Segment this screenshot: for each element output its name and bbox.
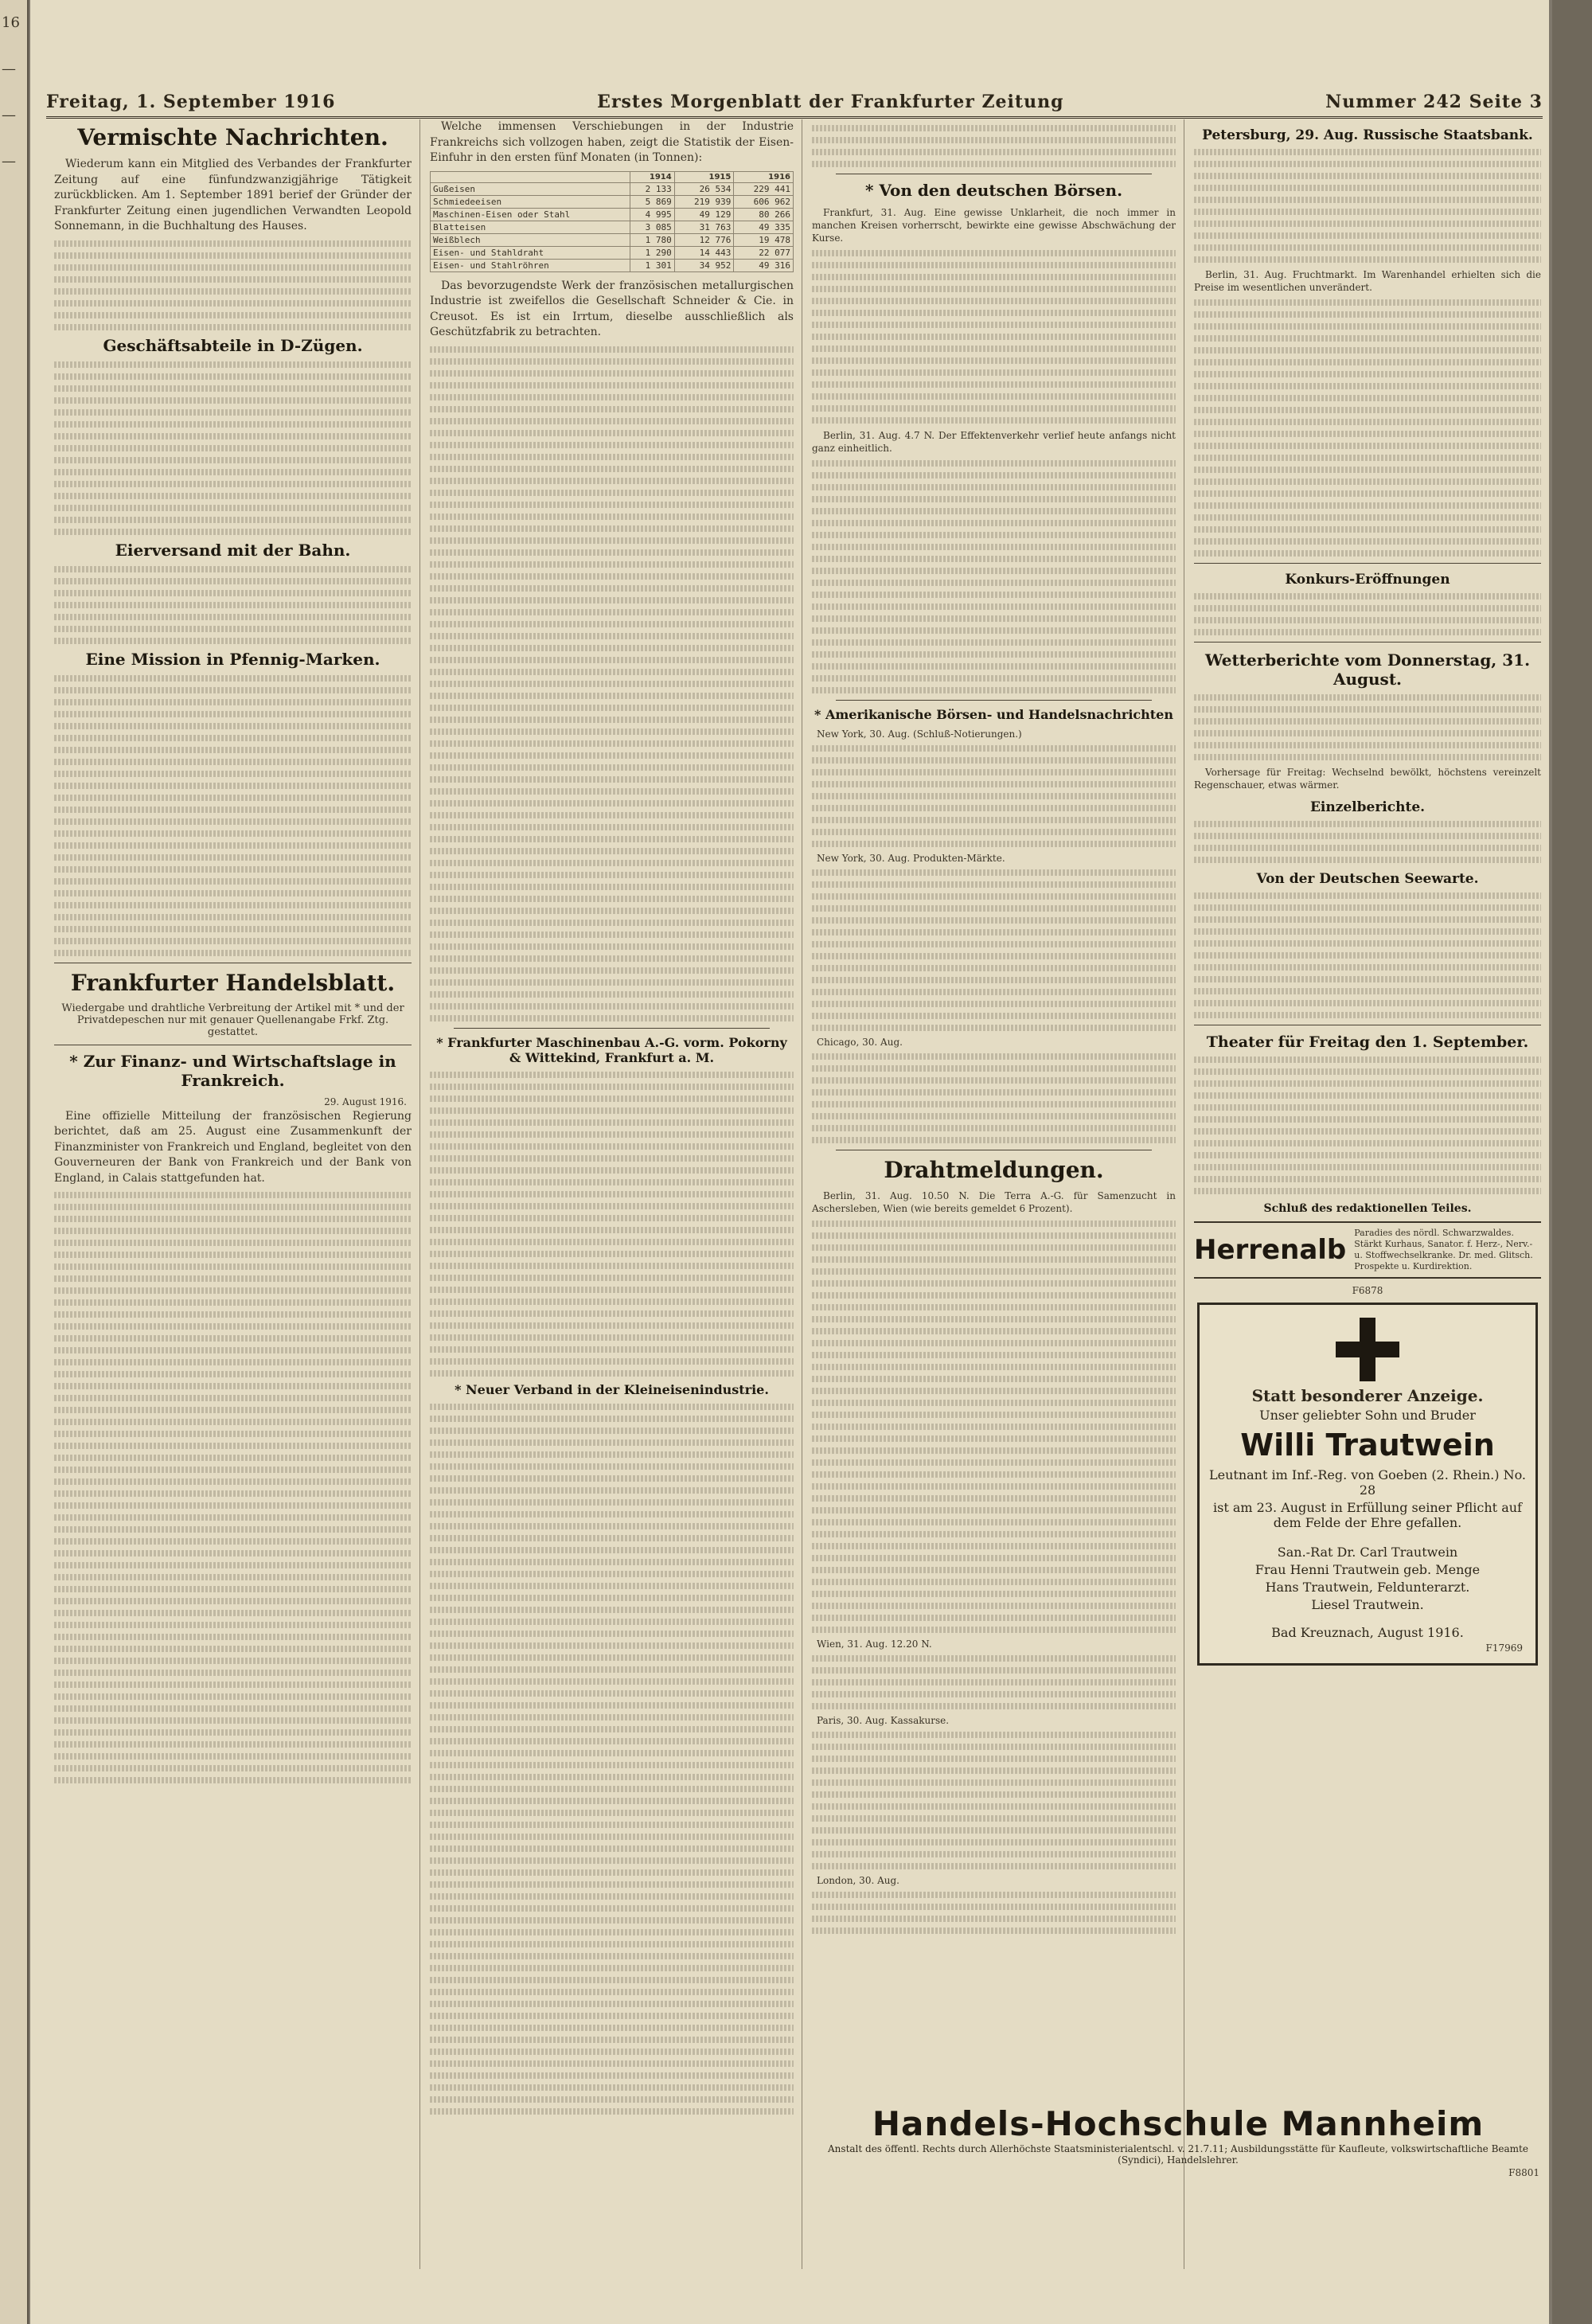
table-cell: 49 316 (734, 259, 794, 271)
schluss-label: Schluß des redaktionellen Teiles. (1263, 1202, 1472, 1215)
berlin-boerse-text: Berlin, 31. Aug. 4.7 N. Der Effektenverkehr verlief heute anfangs nicht ganz einheitlich. (812, 430, 1176, 454)
text-filler (54, 361, 412, 535)
konkurs-heading: Konkurs-Eröffnungen (1285, 572, 1450, 588)
table-header-cell: 1914 (630, 171, 674, 182)
berlin-fruchtmarkt-text: Berlin, 31. Aug. Fruchtmarkt. Im Warenhandel erhielten sich die Preise im wesentlichen unverändert. (1194, 269, 1541, 293)
table-row (431, 195, 794, 208)
table-cell: 606 962 (734, 195, 794, 208)
table-filler (812, 1892, 1176, 1934)
wetter-heading: Wetterberichte vom Donnerstag, 31. August. (1204, 650, 1531, 689)
herrenalb-code: F6878 (1352, 1285, 1383, 1296)
table-cell: Maschinen-Eisen oder Stahl (431, 208, 630, 221)
column-4 (1186, 119, 1549, 2269)
table-cell: 219 939 (674, 195, 734, 208)
text-filler (54, 566, 412, 644)
table-row (431, 233, 794, 246)
table-filler (812, 745, 1176, 847)
table-cell: 1 780 (630, 233, 674, 246)
table-cell: 3 085 (630, 221, 674, 233)
table-header-cell: 1916 (734, 171, 794, 182)
text-filler (812, 460, 1176, 693)
table-filler (812, 1732, 1176, 1869)
section-rule (454, 1028, 770, 1029)
text-filler (54, 1192, 412, 1783)
seewarte-heading: Von der Deutschen Seewarte. (1256, 871, 1479, 887)
table-cell: 2 133 (630, 182, 674, 195)
eisen-intro: Welche immensen Verschiebungen in der Industrie Frankreichs sich vollzogen haben, zeigt die Statistik der Eisen-Einfuhr in den ersten fünf Monaten (in Tonnen): (430, 120, 794, 164)
table-cell: Eisen- und Stahldraht (431, 246, 630, 259)
table-cell: 4 995 (630, 208, 674, 221)
notice-line-1: Unser geliebter Sohn und Bruder (1259, 1408, 1476, 1423)
section-rule (836, 700, 1152, 701)
notice-family-4: Liesel Trautwein. (1311, 1597, 1424, 1612)
death-notice (1197, 1303, 1538, 1666)
hochschule-ad (812, 2098, 1544, 2180)
einzelberichte-heading: Einzelberichte. (1309, 799, 1426, 815)
paris-label: Paris, 30. Aug. Kassakurse. (817, 1715, 950, 1726)
table-filler (1194, 892, 1541, 1018)
table-header-cell: 1915 (674, 171, 734, 182)
text-filler (430, 1404, 794, 2115)
header-date: Freitag, 1. September 1916 (46, 92, 336, 112)
column-3 (804, 119, 1184, 2269)
table-filler (1194, 149, 1541, 263)
table-cell: 26 534 (674, 182, 734, 195)
header-issue: Nummer 242 Seite 3 (1325, 92, 1543, 112)
table-row (431, 259, 794, 271)
table-cell: 1 301 (630, 259, 674, 271)
eisen-einfuhr-table (430, 171, 794, 272)
notice-header: Statt besonderer Anzeige. (1251, 1386, 1484, 1405)
table-cell: Weißblech (431, 233, 630, 246)
table-header-cell (431, 171, 630, 182)
geschaeft-heading: Geschäftsabteile in D-Zügen. (103, 335, 363, 355)
verband-heading: * Neuer Verband in der Kleineisenindustrie. (455, 1381, 769, 1397)
binding-edge (1552, 0, 1592, 2324)
vermischtes-text: Wiederum kann ein Mitglied des Verbandes der Frankfurter Zeitung auf eine fünfundzwanzigjährige Tätigkeit zurückblicken. Am 1. September 1891 berief der Gründer der Frankfurter Zeitung einen jugendlichen Verwandten Leopold Sonnemann, in die Buchhaltung des Hauses. (54, 158, 412, 232)
drahtmeldungen-heading: Drahtmeldungen. (884, 1157, 1104, 1183)
table-cell: Schmiedeeisen (431, 195, 630, 208)
table-cell: 80 266 (734, 208, 794, 221)
draht-text: Berlin, 31. Aug. 10.50 N. Die Terra A.-G. für Samenzucht in Aschersleben, Wien (wie bereits gemeldet 6 Prozent). (812, 1190, 1176, 1214)
notice-family-3: Hans Trautwein, Feldunterarzt. (1265, 1580, 1470, 1595)
table-cell: 49 129 (674, 208, 734, 221)
text-filler (430, 1072, 794, 1377)
table-cell: Gußeisen (431, 182, 630, 195)
hochschule-subtitle: Anstalt des öffentl. Rechts durch Allerhöchste Staatsministerialentschl. v. 21.7.11; Ausbildungsstätte für Kaufleute, volkswirtschaftliche Beamte (Syndici), Handelslehrer. (828, 2143, 1528, 2166)
schneider-text: Das bevorzugendste Werk der französischen metallurgischen Industrie ist zweifellos die Gesellschaft Schneider & Cie. in Creusot. Es ist ein Irrtum, dieselbe ausschließlich als Geschützfabrik zu betrachten. (430, 279, 794, 338)
text-filler (1194, 299, 1541, 557)
notice-family-2: Frau Henni Trautwein geb. Menge (1254, 1562, 1481, 1577)
table-cell: 22 077 (734, 246, 794, 259)
newyork-produkten-label: New York, 30. Aug. Produkten-Märkte. (817, 853, 1005, 864)
hochschule-code: F8801 (1508, 2167, 1539, 2178)
herrenalb-name: Herrenalb (1194, 1234, 1347, 1266)
table-row (431, 208, 794, 221)
frankfurt-boerse-text: Frankfurt, 31. Aug. Eine gewisse Unklarheit, die noch immer in manchen Kreisen vorherrscht, bewirkte eine gewisse Abschwächung der Kurse. (812, 207, 1176, 244)
section-rule (1194, 642, 1541, 643)
table-filler (1194, 593, 1541, 635)
petersburg-heading: Petersburg, 29. Aug. Russische Staatsbank. (1202, 127, 1533, 143)
table-cell: 14 443 (674, 246, 734, 259)
notice-code: F17969 (1485, 1642, 1523, 1654)
table-cell: 31 763 (674, 221, 734, 233)
text-filler (812, 250, 1176, 424)
table-row (431, 246, 794, 259)
text-filler (1194, 694, 1541, 760)
table-cell: 19 478 (734, 233, 794, 246)
iron-cross-icon (1336, 1318, 1399, 1381)
herrenalb-ad (1194, 1221, 1541, 1279)
text-filler (54, 675, 412, 956)
table-cell: Blatteisen (431, 221, 630, 233)
theater-heading: Theater für Freitag den 1. September. (1206, 1033, 1529, 1051)
text-filler (430, 346, 794, 1021)
finanz-heading: * Zur Finanz- und Wirtschaftslage in Frankreich. (69, 1051, 396, 1090)
adjacent-page-edge: 16 — — — (0, 0, 29, 2324)
notice-place: Bad Kreuznach, August 1916. (1271, 1625, 1464, 1640)
finanz-text: Eine offizielle Mitteilung der französischen Regierung berichtet, daß am 25. August eine Zusammenkunft der Finanzminister von Frankreich und England, begleitet von den Gouverneuren der Bank von Frankreich und der Bank von England, in Calais stattgefunden hat. (54, 1109, 412, 1185)
table-cell: 5 869 (630, 195, 674, 208)
text-filler (1194, 1057, 1541, 1194)
text-filler (812, 125, 1176, 167)
column-1 (46, 119, 420, 2269)
table-cell: 12 776 (674, 233, 734, 246)
amerika-heading: * Amerikanische Börsen- und Handelsnachrichten (814, 707, 1173, 722)
wetter-vorhersage: Vorhersage für Freitag: Wechselnd bewölkt, höchstens vereinzelt Regenschauer, etwas wärmer. (1194, 767, 1541, 791)
wien-label: Wien, 31. Aug. 12.20 N. (817, 1639, 932, 1650)
london-label: London, 30. Aug. (817, 1875, 899, 1886)
header-paper-title: Erstes Morgenblatt der Frankfurter Zeitung (597, 92, 1064, 112)
maschinenbau-heading: * Frankfurter Maschinenbau A.-G. vorm. Pokorny & Wittekind, Frankfurt a. M. (436, 1034, 787, 1065)
table-row (431, 182, 794, 195)
page-header (46, 88, 1543, 119)
text-filler (812, 1655, 1176, 1709)
table-cell: 34 952 (674, 259, 734, 271)
table-filler (812, 869, 1176, 1031)
table-filler (1194, 821, 1541, 863)
notice-rank: Leutnant im Inf.-Reg. von Goeben (2. Rhein.) No. 28 (1209, 1467, 1526, 1498)
chicago-label: Chicago, 30. Aug. (817, 1037, 903, 1048)
herrenalb-description: Paradies des nördl. Schwarzwaldes. Stärkt Kurhaus, Sanator. f. Herz-, Nerv.- u. Stoffwechselkranke. Dr. med. Glitsch. Prospekte u. Kurdirektion. (1354, 1228, 1533, 1271)
hochschule-banner: Handels-Hochschule Mannheim (872, 2104, 1485, 2143)
notice-family-1: San.-Rat Dr. Carl Trautwein (1277, 1545, 1458, 1560)
boersen-heading: * Von den deutschen Börsen. (864, 181, 1123, 200)
eier-heading: Eierversand mit der Bahn. (115, 540, 351, 560)
text-filler (54, 240, 412, 330)
newyork-label: New York, 30. Aug. (Schluß-Notierungen.) (817, 728, 1022, 740)
newspaper-page (30, 0, 1549, 2324)
text-filler (812, 1221, 1176, 1633)
table-cell: Eisen- und Stahlröhren (431, 259, 630, 271)
table-filler (812, 1053, 1176, 1143)
vermischtes-heading: Vermischte Nachrichten. (77, 124, 388, 150)
table-row (431, 221, 794, 233)
notice-line-2: ist am 23. August in Erfüllung seiner Pflicht auf dem Felde der Ehre gefallen. (1213, 1500, 1522, 1530)
notice-name: Willi Trautwein (1240, 1428, 1495, 1463)
handelsblatt-subtitle: Wiedergabe und drahtliche Verbreitung der Artikel mit * und der Privatdepeschen nur mit genauer Quellenangabe Frkf. Ztg. gestattet. (61, 1002, 404, 1038)
finanz-dateline: 29. August 1916. (324, 1096, 407, 1107)
table-cell: 229 441 (734, 182, 794, 195)
table-cell: 1 290 (630, 246, 674, 259)
section-rule (1194, 563, 1541, 564)
handelsblatt-heading: Frankfurter Handelsblatt. (70, 969, 396, 996)
mission-heading: Eine Mission in Pfennig-Marken. (85, 649, 380, 669)
table-cell: 49 335 (734, 221, 794, 233)
column-2 (422, 119, 802, 2269)
